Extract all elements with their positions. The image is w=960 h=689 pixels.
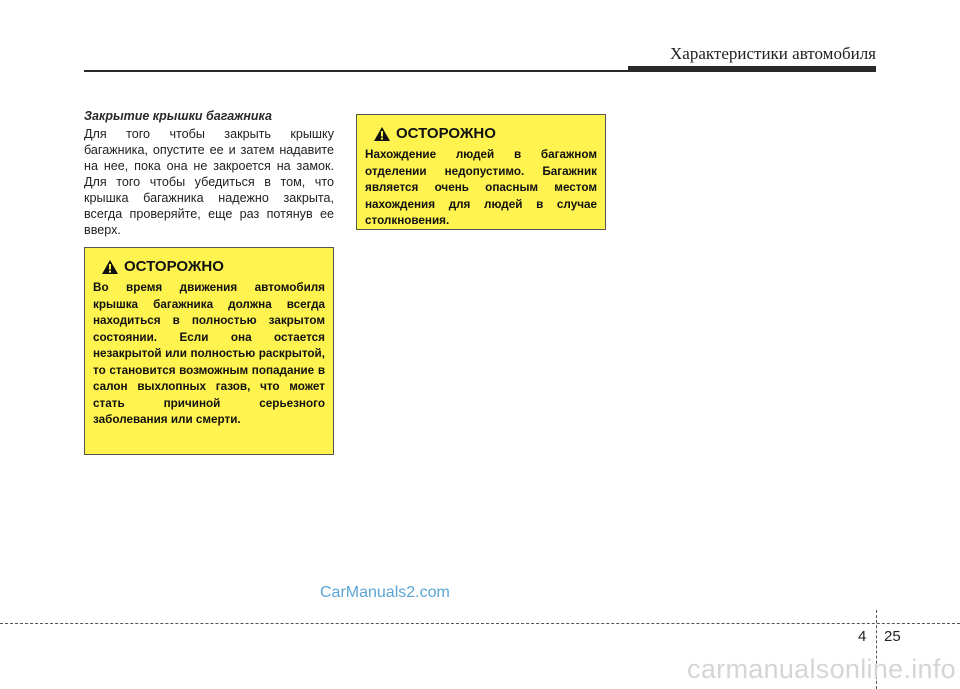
warning-box-exhaust	[84, 247, 334, 455]
warning-title-row	[101, 258, 325, 275]
warning-text: Во время движения автомобиля крышка багажника должна всегда находиться в полностью закрытом состоянии. Если она остается незакрытой или полностью раскрытой, то становится возможным попадание в салон выхлопных газов, что может стать причиной серьезного заболевания или смерти.	[93, 281, 325, 426]
warning-title-row	[373, 125, 597, 142]
warning-triangle-icon	[101, 259, 119, 275]
header-rule-accent	[628, 66, 876, 72]
warning-box-people-in-trunk	[356, 114, 606, 230]
section-body-text: Для того чтобы закрыть крышку багажника, опустите ее и затем надавите на нее, пока она не закроется на замок. Для того чтобы убедиться в том, что крышка багажника надежно закрыта, всегда проверяйте, еще раз потянув ее вверх.	[84, 127, 334, 237]
chapter-number: 4	[858, 628, 867, 645]
watermark-carmanualsonline[interactable]: carmanualsonline.info	[687, 654, 956, 684]
watermark-carmanuals2[interactable]: CarManuals2.com	[320, 584, 450, 601]
page-number: 25	[884, 628, 901, 645]
footer-rule	[0, 623, 960, 624]
warning-title: ОСТОРОЖНО	[396, 125, 496, 142]
page-header-title: Характеристики автомобиля	[670, 44, 876, 63]
warning-text: Нахождение людей в багажном отделении недопустимо. Багажник является очень опасным местом нахождения для людей в случае столкновения.	[365, 148, 597, 227]
warning-title: ОСТОРОЖНО	[124, 258, 224, 275]
section-heading: Закрытие крышки багажника	[84, 109, 272, 123]
warning-triangle-icon	[373, 126, 391, 142]
